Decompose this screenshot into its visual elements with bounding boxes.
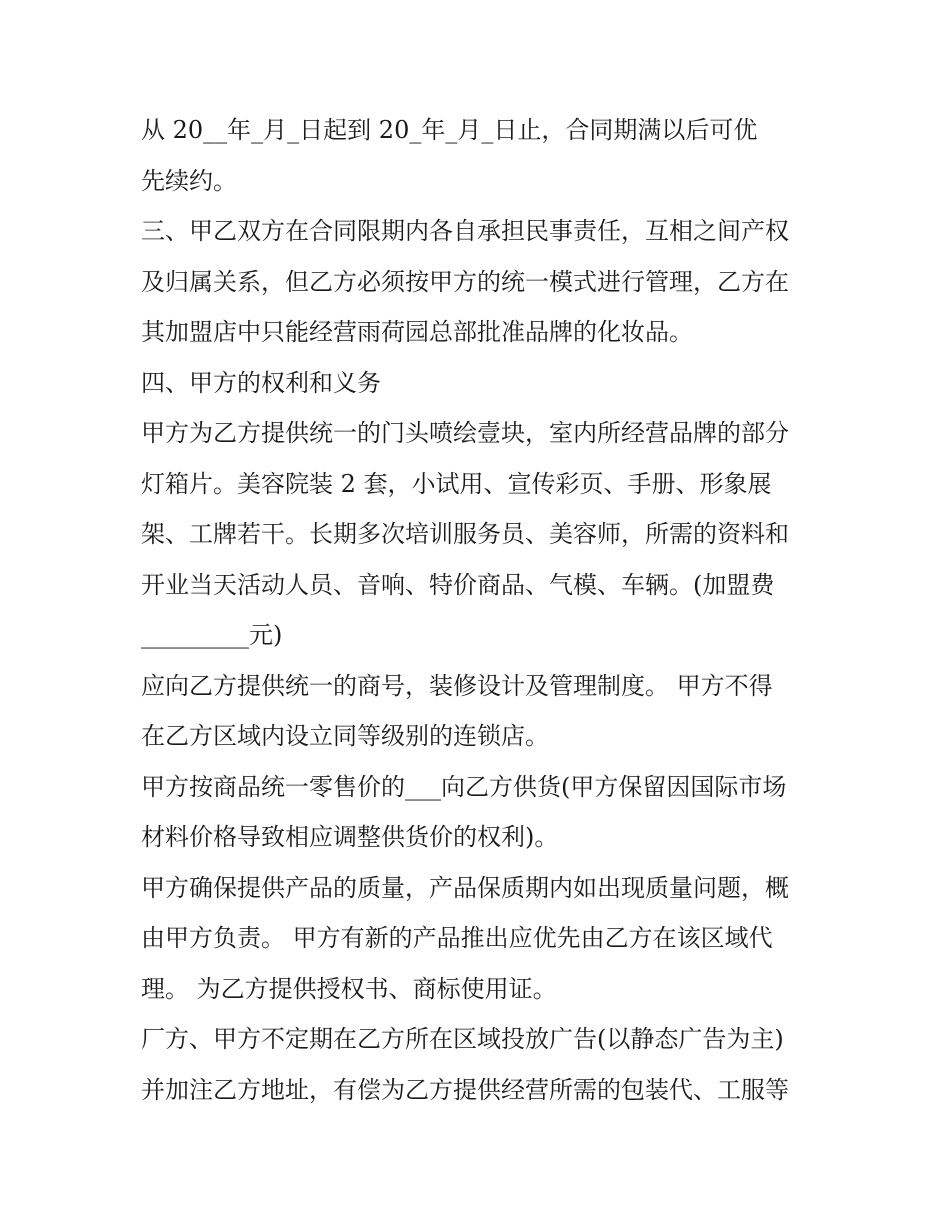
- text-line: 材料价格导致相应调整供货价的权利)。: [141, 823, 559, 851]
- text-line: 在乙方区域内设立同等级别的连锁店。: [141, 722, 549, 750]
- text-line: 灯箱片。美容院装 2 套，小试用、宣传彩页、手册、形象展: [141, 470, 772, 498]
- text-line: 架、工牌若干。长期多次培训服务员、美容师，所需的资料和: [141, 520, 789, 548]
- text-line: 并加注乙方地址，有偿为乙方提供经营所需的包装代、工服等: [141, 1076, 789, 1104]
- text-line: 其加盟店中只能经营雨荷园总部批准品牌的化妆品。: [141, 318, 693, 346]
- text-line: 由甲方负责。 甲方有新的产品推出应优先由乙方在该区域代: [141, 924, 773, 952]
- text-line: 应向乙方提供统一的商号，装修设计及管理制度。 甲方不得: [141, 672, 773, 700]
- text-line: 理。 为乙方提供授权书、商标使用证。: [141, 975, 557, 1003]
- text-line: 及归属关系，但乙方必须按甲方的统一模式进行管理，乙方在: [141, 268, 789, 296]
- text-line: 甲方确保提供产品的质量，产品保质期内如出现质量问题，概: [141, 874, 789, 902]
- text-line: 开业当天活动人员、音响、特价商品、气模、车辆。(加盟费: [141, 571, 775, 599]
- text-line: 从 20__年_月_日起到 20_年_月_日止，合同期满以后可优: [141, 116, 758, 144]
- text-line: _________元): [141, 621, 283, 649]
- text-line: 先续约。: [141, 167, 237, 195]
- text-line: 甲方按商品统一零售价的___向乙方供货(甲方保留因国际市场: [141, 773, 787, 801]
- text-line: 甲方为乙方提供统一的门头喷绘壹块，室内所经营品牌的部分: [141, 419, 789, 447]
- text-line: 三、甲乙双方在合同限期内各自承担民事责任，互相之间产权: [141, 217, 789, 245]
- text-line: 厂方、甲方不定期在乙方所在区域投放广告(以静态广告为主): [141, 1025, 784, 1053]
- section-heading: 四、甲方的权利和义务: [141, 369, 381, 397]
